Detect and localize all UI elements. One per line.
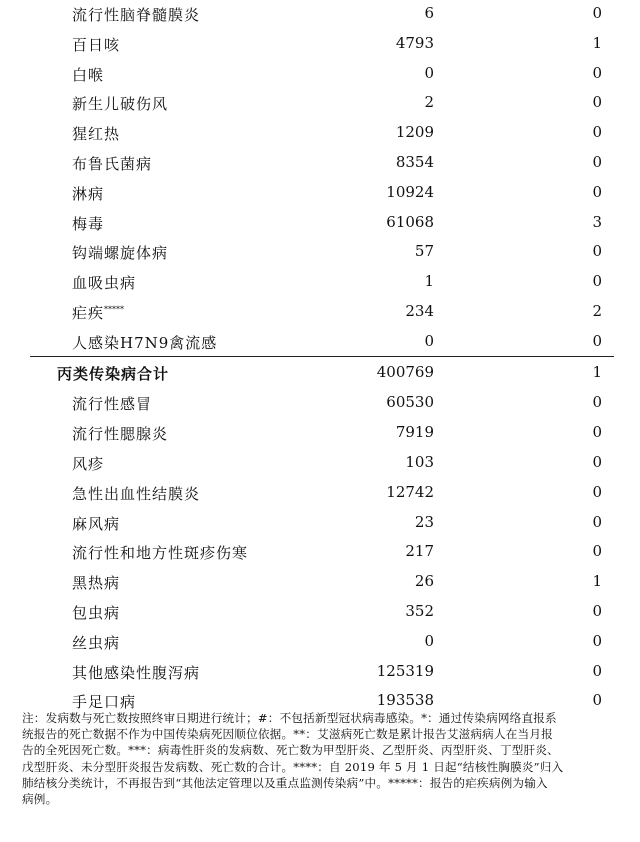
table-row	[0, 0, 640, 30]
table-row	[0, 449, 640, 479]
disease-name	[72, 302, 124, 323]
disease-name	[72, 632, 120, 653]
table-row	[0, 328, 640, 358]
disease-name	[72, 572, 120, 593]
case-count: 8354	[395, 153, 434, 171]
disease-name-text: 白喉	[72, 65, 105, 84]
death-count: 0	[592, 63, 602, 82]
table-row	[0, 538, 640, 568]
death-count: 0	[592, 393, 602, 412]
table-row	[0, 268, 640, 298]
case-count: 61068	[386, 212, 434, 231]
disease-name	[72, 423, 168, 444]
table-row	[0, 179, 640, 209]
footnote-line: 戊型肝炎、未分型肝炎报告发病数、死亡数的合计。****：自 2019 年 5 月 1 日起“结核性胸膜炎”归入	[22, 759, 564, 774]
disease-name-text: 手足口病	[72, 693, 137, 712]
disease-name	[72, 153, 152, 174]
table-row	[0, 30, 640, 60]
table-row	[0, 89, 640, 119]
case-count: 400769	[376, 362, 434, 381]
disease-name	[57, 363, 169, 384]
death-count: 0	[592, 153, 602, 171]
footnote-line: 告的全死因死亡数。***：病毒性肝炎的发病数、死亡数为甲型肝炎、乙型肝炎、丙型肝炎、丁型肝炎、	[22, 743, 559, 758]
footnote-line: 病例。	[22, 792, 58, 807]
death-count: 0	[592, 182, 602, 201]
death-count: 0	[592, 453, 602, 471]
case-count: 1209	[395, 123, 434, 142]
case-count: 26	[414, 572, 434, 591]
death-count: 0	[592, 691, 602, 710]
case-count: 1	[424, 272, 434, 291]
table-row	[0, 479, 640, 509]
disease-name-text: 猩红热	[72, 125, 121, 144]
table-row	[0, 598, 640, 628]
disease-name-text: 疟疾	[72, 304, 105, 322]
disease-name-text: 急性出血性结膜炎	[72, 484, 201, 503]
disease-name	[72, 183, 104, 204]
table-row	[0, 419, 640, 449]
disease-name-text: 风疹	[72, 455, 105, 473]
disease-name-text: 流行性和地方性斑疹伤寒	[72, 544, 249, 563]
disease-name-text: 丝虫病	[72, 633, 121, 652]
death-count: 0	[592, 272, 602, 291]
section-divider	[30, 356, 614, 357]
case-count: 234	[405, 302, 434, 320]
case-count: 57	[414, 242, 434, 261]
case-count: 4793	[395, 33, 434, 52]
case-count: 2	[424, 93, 434, 112]
table-row	[0, 238, 640, 268]
case-count: 193538	[376, 691, 434, 710]
table-row	[0, 509, 640, 539]
case-count: 0	[424, 331, 434, 350]
death-count: 0	[592, 482, 602, 501]
table-row	[0, 658, 640, 688]
disease-name-text: 包虫病	[72, 604, 121, 622]
death-count: 0	[592, 661, 602, 680]
footnote	[22, 710, 622, 807]
death-count: 0	[592, 4, 602, 22]
footnote-line: 肺结核分类统计，不再报告到“其他法定管理以及重点监测传染病”中。*****：报告的疟疾病例为输入	[22, 775, 548, 790]
disease-name	[72, 123, 120, 144]
footnote-line: 统报告的死亡数据不作为中国传染病死因顺位依据。**：艾滋病死亡数是累计报告艾滋病病人在当月报	[22, 727, 553, 742]
death-count: 0	[592, 423, 602, 442]
disease-name-text: 钩端螺旋体病	[72, 244, 169, 263]
disease-name-text: 新生儿破伤风	[72, 95, 169, 114]
disease-name-text: 麻风病	[72, 514, 121, 533]
case-count: 10924	[386, 182, 434, 201]
death-count: 0	[592, 93, 602, 112]
table-row	[0, 60, 640, 90]
death-count: 0	[592, 242, 602, 261]
total-row	[0, 359, 640, 389]
death-count: 0	[592, 123, 602, 142]
disease-name-text: 流行性脑脊髓膜炎	[72, 6, 201, 24]
case-count: 0	[424, 63, 434, 82]
disease-name	[72, 602, 120, 623]
disease-name	[72, 93, 168, 114]
death-count: 0	[592, 512, 602, 531]
disease-name	[72, 542, 248, 563]
death-count: 0	[592, 331, 602, 350]
case-count: 23	[414, 512, 434, 531]
disease-name	[72, 393, 152, 414]
case-count: 12742	[386, 482, 434, 501]
disease-name-text: 淋病	[72, 184, 105, 203]
case-count: 125319	[376, 661, 434, 680]
case-count: 352	[405, 602, 434, 620]
table-row	[0, 389, 640, 419]
case-count: 0	[424, 631, 434, 650]
death-count: 1	[592, 362, 602, 381]
case-count: 103	[405, 453, 434, 471]
death-count: 0	[592, 542, 602, 561]
footnote-marker: *****	[104, 305, 125, 314]
disease-name-text: 人感染H7N9禽流感	[72, 333, 218, 352]
disease-name	[72, 453, 104, 474]
death-count: 0	[592, 602, 602, 620]
disease-name-text: 百日咳	[72, 35, 121, 54]
disease-name	[72, 483, 200, 504]
disease-name-text: 其他感染性腹泻病	[72, 663, 201, 682]
disease-name	[72, 213, 104, 234]
disease-name	[72, 513, 120, 534]
disease-name	[72, 4, 200, 25]
footnote-line: 注：发病数与死亡数按照终审日期进行统计；#：不包括新型冠状病毒感染。*：通过传染病网络直报系	[22, 711, 557, 725]
disease-name-text: 流行性腮腺炎	[72, 425, 169, 444]
table-row	[0, 149, 640, 179]
case-count: 217	[405, 542, 434, 561]
disease-name	[72, 332, 217, 353]
disease-name-text: 黑热病	[72, 574, 121, 593]
disease-name	[72, 272, 136, 293]
table-row	[0, 209, 640, 239]
death-count: 3	[592, 212, 602, 231]
death-count: 2	[592, 302, 602, 320]
disease-name	[72, 242, 168, 263]
death-count: 1	[592, 33, 602, 52]
table-row	[0, 119, 640, 149]
disease-name-text: 布鲁氏菌病	[72, 155, 153, 173]
disease-name-text: 血吸虫病	[72, 274, 137, 293]
disease-name-text: 丙类传染病合计	[57, 364, 170, 383]
disease-name	[72, 34, 120, 55]
disease-name-text: 梅毒	[72, 214, 105, 233]
case-count: 6	[424, 4, 434, 22]
table-row	[0, 628, 640, 658]
disease-name-text: 流行性感冒	[72, 395, 153, 414]
death-count: 1	[592, 572, 602, 591]
disease-name	[72, 662, 200, 683]
death-count: 0	[592, 631, 602, 650]
case-count: 60530	[386, 393, 434, 412]
case-count: 7919	[395, 423, 434, 442]
table-row	[0, 298, 640, 328]
table-row	[0, 568, 640, 598]
disease-name	[72, 64, 104, 85]
